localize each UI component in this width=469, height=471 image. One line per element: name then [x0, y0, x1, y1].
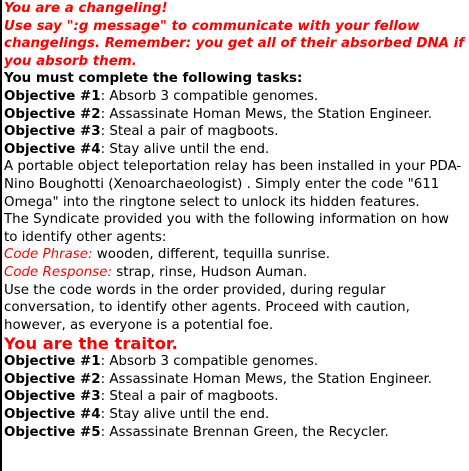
- objective-text: : Steal a pair of magboots.: [100, 124, 279, 140]
- objective-label: Objective #4: [4, 407, 101, 423]
- changeling-objective-1: [4, 88, 466, 106]
- traitor-objective-3: [4, 388, 466, 406]
- code-phrase-value: wooden, different, tequilla sunrise.: [92, 247, 331, 263]
- codewords-intro: The Syndicate provided you with the following information on how to identify other agents:: [4, 212, 449, 245]
- objective-label: Objective #2: [4, 106, 101, 122]
- chat-log-content: [4, 0, 466, 441]
- code-response-value: strap, rinse, Hudson Auman.: [111, 264, 308, 280]
- changeling-objective-4: [4, 141, 466, 159]
- uplink-message: A portable object teleportation relay has been installed in your PDA-Nino Boughotti (Xenoarchaeologist) . Simply enter the code "611 Omega" into the ringtone select to unlock its hidden features.: [4, 159, 462, 210]
- code-phrase-label: Code Phrase:: [4, 247, 93, 263]
- objective-label: Objective #1: [4, 354, 101, 370]
- codewords-usage: Use the code words in the order provided, during regular conversation, to identify other agents. Proceed with caution, however, as everyone is a potential foe.: [4, 282, 410, 333]
- code-response: [4, 264, 466, 282]
- objective-text: : Stay alive until the end.: [100, 141, 270, 157]
- changeling-objective-3: [4, 123, 466, 141]
- objective-text: : Stay alive until the end.: [100, 407, 270, 423]
- objective-label: Objective #3: [4, 389, 101, 405]
- panel-left-border: [0, 0, 2, 471]
- objective-label: Objective #4: [4, 141, 101, 157]
- objective-label: Objective #1: [4, 88, 101, 104]
- code-response-label: Code Response:: [4, 264, 112, 280]
- objective-text: : Assassinate Brennan Green, the Recycler.: [100, 424, 389, 440]
- traitor-header: You are the traitor.: [4, 334, 178, 354]
- changeling-objective-2: [4, 106, 466, 124]
- traitor-objective-1: [4, 353, 466, 371]
- objective-text: : Steal a pair of magboots.: [100, 389, 279, 405]
- objective-text: : Assassinate Homan Mews, the Station Engineer.: [100, 106, 433, 122]
- objective-text: : Absorb 3 compatible genomes.: [100, 354, 319, 370]
- objective-label: Objective #2: [4, 371, 101, 387]
- task-header: You must complete the following tasks:: [4, 71, 303, 87]
- objective-label: Objective #3: [4, 124, 101, 140]
- code-phrase: [4, 246, 466, 264]
- traitor-objective-2: [4, 371, 466, 389]
- changeling-instructions: Use say ":g message" to communicate with your fellow changelings. Remember: you get all of their absorbed DNA if you absorb them.: [4, 18, 465, 69]
- changeling-header: You are a changeling!: [4, 1, 168, 16]
- objective-label: Objective #5: [4, 424, 101, 440]
- objective-text: : Assassinate Homan Mews, the Station Engineer.: [100, 371, 433, 387]
- traitor-objective-5: [4, 424, 466, 442]
- objective-text: : Absorb 3 compatible genomes.: [100, 88, 319, 104]
- traitor-objective-4: [4, 406, 466, 424]
